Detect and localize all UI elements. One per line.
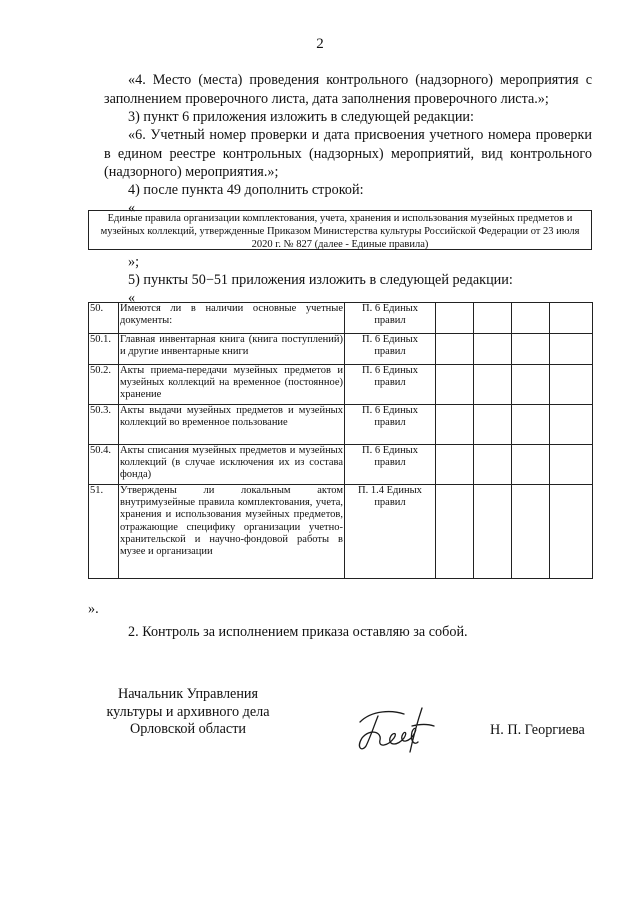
row-question: Акты приема-передачи музейных предметов и музейных коллекций на временное (постоянное) хранение bbox=[119, 365, 345, 405]
answer-cell bbox=[474, 445, 512, 485]
paragraph-item-6: «6. Учетный номер проверки и дата присвоения учетного номера проверки в едином реестре контрольных (надзорных) мероприятий, вид контрольного (надзорного) мероприятия.»; bbox=[104, 127, 592, 180]
opening-quote-2: « bbox=[128, 290, 136, 306]
table-row bbox=[89, 445, 593, 485]
row-question: Акты списания музейных предметов и музейных коллекций (в случае исключения их из состава фонда) bbox=[119, 445, 345, 485]
answer-cell bbox=[512, 303, 550, 334]
answer-cell bbox=[512, 405, 550, 445]
row-reference: П. 6 Единых правил bbox=[345, 445, 436, 485]
answer-cell bbox=[512, 485, 550, 579]
answer-cell bbox=[436, 365, 474, 405]
row-number: 50.4. bbox=[89, 445, 119, 485]
answer-cell bbox=[550, 405, 593, 445]
answer-cell bbox=[550, 485, 593, 579]
answer-cell bbox=[550, 303, 593, 334]
handwritten-signature bbox=[352, 702, 438, 756]
row-question: Акты выдачи музейных предметов и музейных коллекций во временное пользование bbox=[119, 405, 345, 445]
row-question: Имеются ли в наличии основные учетные документы: bbox=[119, 303, 345, 334]
signatory-title bbox=[86, 686, 290, 739]
table-row bbox=[89, 334, 593, 365]
answer-cell bbox=[474, 365, 512, 405]
row-number: 50. bbox=[89, 303, 119, 334]
row-number: 50.1. bbox=[89, 334, 119, 365]
inserted-row-text: Единые правила организации комплектования, учета, хранения и использования музейных предметов и музейных коллекций, утвержденные Приказом Министерства культуры Российской Федерации от 23 июля 2020 г. № 827 (далее - Единые правила) bbox=[100, 213, 580, 250]
row-question: Утверждены ли локальным актом внутримузейные правила комплектования, учета, хранения и использования музейных предметов, отражающие специфику организации учетно-хранительской и научно-фондовой работы в музее и организации bbox=[119, 485, 345, 579]
answer-cell bbox=[512, 334, 550, 365]
row-number: 50.2. bbox=[89, 365, 119, 405]
paragraph-control: 2. Контроль за исполнением приказа оставляю за собой. bbox=[128, 624, 468, 640]
row-question: Главная инвентарная книга (книга поступлений) и другие инвентарные книги bbox=[119, 334, 345, 365]
inserted-row-box bbox=[88, 210, 592, 250]
row-number: 50.3. bbox=[89, 405, 119, 445]
paragraph-point-3: 3) пункт 6 приложения изложить в следующей редакции: bbox=[128, 109, 474, 125]
answer-cell bbox=[512, 445, 550, 485]
opening-quote: « bbox=[128, 200, 136, 216]
answer-cell bbox=[436, 334, 474, 365]
answer-cell bbox=[474, 303, 512, 334]
closing-quote: »; bbox=[128, 254, 140, 270]
answer-cell bbox=[436, 405, 474, 445]
answer-cell bbox=[474, 485, 512, 579]
signatory-title-line-1: Начальник Управления bbox=[117, 686, 259, 702]
signatory-name: Н. П. Георгиева bbox=[490, 722, 585, 738]
row-reference: П. 6 Единых правил bbox=[345, 303, 436, 334]
answer-cell bbox=[436, 303, 474, 334]
table-row bbox=[89, 405, 593, 445]
checklist-table bbox=[88, 302, 593, 579]
page-number: 2 bbox=[316, 36, 324, 52]
signatory-title-line-2: культуры и архивного дела bbox=[106, 703, 270, 720]
row-reference: П. 1.4 Единых правил bbox=[345, 485, 436, 579]
answer-cell bbox=[550, 365, 593, 405]
paragraph-point-4: 4) после пункта 49 дополнить строкой: bbox=[128, 182, 364, 198]
table-row bbox=[89, 485, 593, 579]
answer-cell bbox=[550, 334, 593, 365]
checklist-body bbox=[89, 303, 593, 579]
answer-cell bbox=[436, 445, 474, 485]
answer-cell bbox=[550, 445, 593, 485]
row-reference: П. 6 Единых правил bbox=[345, 334, 436, 365]
table-row bbox=[89, 365, 593, 405]
table-row bbox=[89, 303, 593, 334]
answer-cell bbox=[474, 334, 512, 365]
row-reference: П. 6 Единых правил bbox=[345, 405, 436, 445]
answer-cell bbox=[474, 405, 512, 445]
row-number: 51. bbox=[89, 485, 119, 579]
answer-cell bbox=[436, 485, 474, 579]
signatory-title-line-3: Орловской области bbox=[129, 721, 247, 737]
closing-quote-2: ». bbox=[88, 601, 99, 617]
paragraph-point-5: 5) пункты 50−51 приложения изложить в следующей редакции: bbox=[128, 272, 513, 288]
paragraph-item-4: «4. Место (места) проведения контрольного (надзорного) мероприятия с заполнением проверочного листа, дата заполнения проверочного листа.»; bbox=[104, 72, 592, 107]
row-reference: П. 6 Единых правил bbox=[345, 365, 436, 405]
answer-cell bbox=[512, 365, 550, 405]
